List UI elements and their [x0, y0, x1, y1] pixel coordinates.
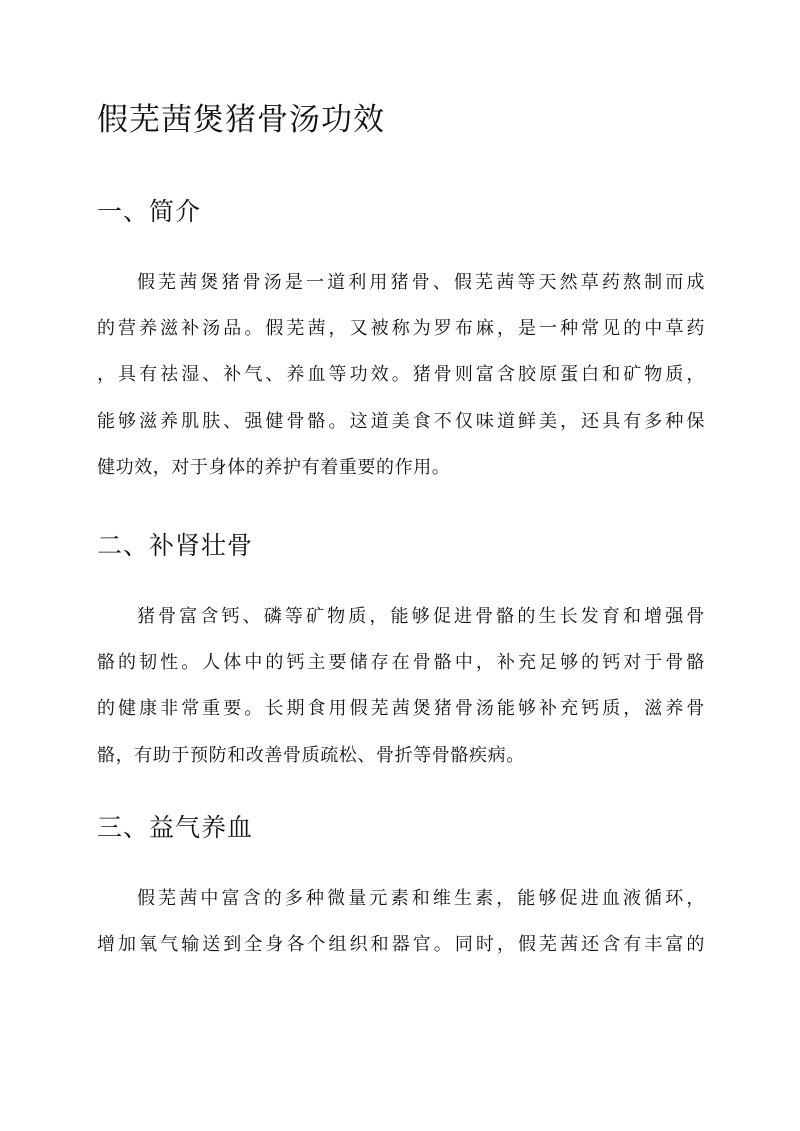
- paragraph-line: 假芜茜煲猪骨汤是一道利用猪骨、假芜茜等天然草药熬制而成: [137, 272, 705, 293]
- paragraph-line: ，具有祛湿、补气、养血等功效。猪骨则富含胶原蛋白和矿物质，: [97, 364, 705, 385]
- section-heading-kidney-bones: 二、补肾壮骨: [97, 531, 254, 560]
- paragraph-line: 能够滋养肌肤、强健骨骼。这道美食不仅味道鲜美，还具有多种保: [97, 411, 705, 432]
- paragraph-line: 健功效，对于身体的养护有着重要的作用。: [97, 457, 451, 478]
- paragraph-line: 的健康非常重要。长期食用假芜茜煲猪骨汤能够补充钙质，滋养骨: [97, 698, 705, 719]
- paragraph-line: 骼，有助于预防和改善骨质疏松、骨折等骨骼疾病。: [97, 745, 525, 766]
- section-heading-intro: 一、简介: [97, 197, 202, 226]
- document-title: 假芜茜煲猪骨汤功效: [97, 102, 385, 138]
- paragraph-line: 增加氧气输送到全身各个组织和器官。同时，假芜茜还含有丰富的: [97, 934, 705, 955]
- section-heading-qi-blood: 三、益气养血: [97, 813, 254, 842]
- paragraph-line: 骼的韧性。人体中的钙主要储存在骨骼中，补充足够的钙对于骨骼: [97, 652, 705, 673]
- paragraph-line: 假芜茜中富含的多种微量元素和维生素，能够促进血液循环，: [137, 888, 705, 909]
- paragraph-line: 的营养滋补汤品。假芜茜，又被称为罗布麻，是一种常见的中草药: [97, 318, 705, 339]
- paragraph-line: 猪骨富含钙、磷等矿物质，能够促进骨骼的生长发育和增强骨: [137, 606, 705, 627]
